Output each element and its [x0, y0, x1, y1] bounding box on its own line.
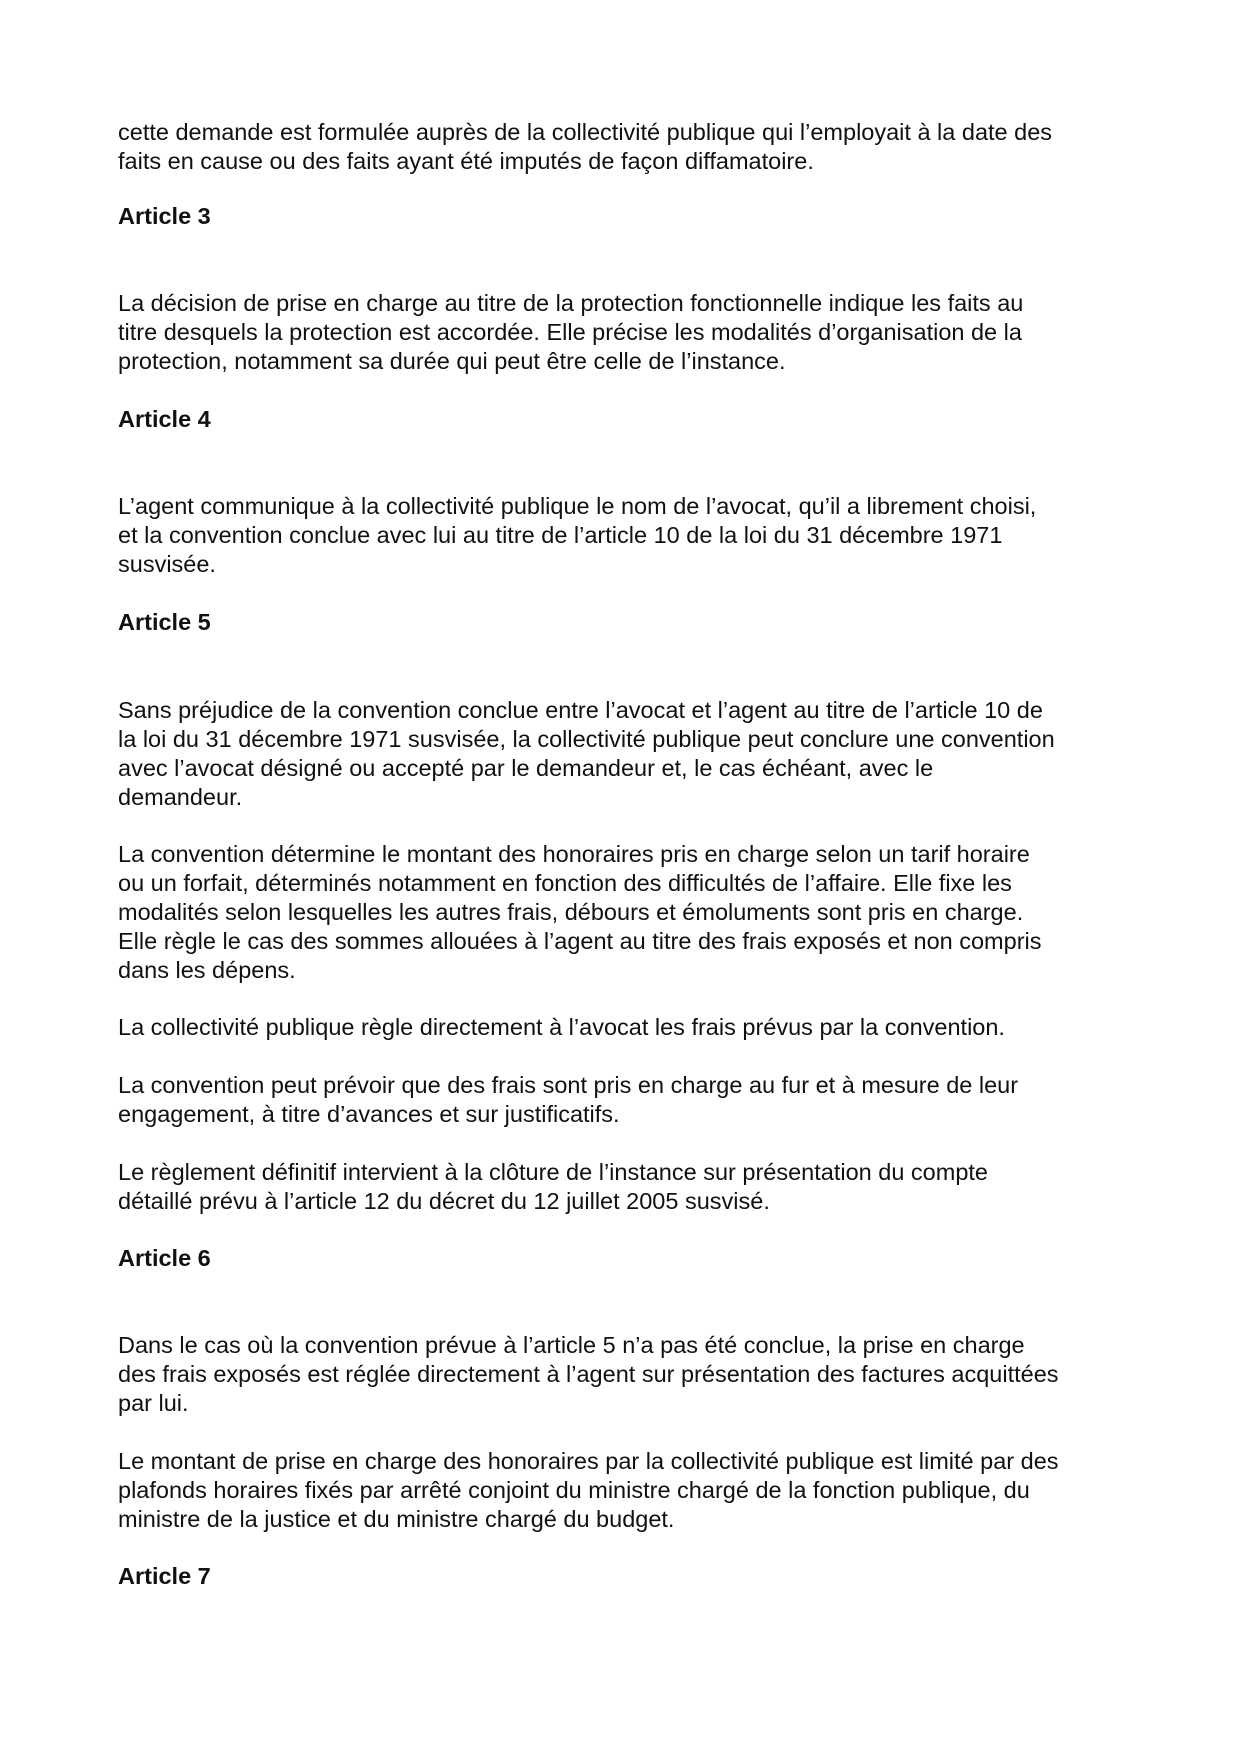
text-line: plafonds horaires fixés par arrêté conjoint du ministre chargé de la fonction publique, du — [118, 1477, 1030, 1503]
text-line: ou un forfait, déterminés notamment en fonction des difficultés de l’affaire. Elle fixe les — [118, 870, 1012, 896]
article-3-paragraph — [118, 289, 1148, 376]
article-5-paragraph-1 — [118, 696, 1148, 812]
text-line: modalités selon lesquelles les autres frais, débours et émoluments sont pris en charge. — [118, 899, 1024, 925]
article-4-heading: Article 4 — [118, 406, 211, 432]
text-line: engagement, à titre d’avances et sur justificatifs. — [118, 1101, 620, 1127]
text-line: dans les dépens. — [118, 957, 296, 983]
text-line: demandeur. — [118, 784, 243, 810]
text-line: ministre de la justice et du ministre chargé du budget. — [118, 1506, 675, 1532]
text-line: La décision de prise en charge au titre de la protection fonctionnelle indique les faits au — [118, 290, 1024, 316]
text-line: titre desquels la protection est accordée. Elle précise les modalités d’organisation de la — [118, 319, 1022, 345]
text-line: cette demande est formulée auprès de la collectivité publique qui l’employait à la date des — [118, 119, 1053, 145]
text-line: La convention détermine le montant des honoraires pris en charge selon un tarif horaire — [118, 841, 1030, 867]
article-5-paragraph-2 — [118, 840, 1148, 985]
article-6-heading: Article 6 — [118, 1245, 211, 1271]
text-line: La convention peut prévoir que des frais sont pris en charge au fur et à mesure de leur — [118, 1072, 1019, 1098]
text-line: Elle règle le cas des sommes allouées à l’agent au titre des frais exposés et non compris — [118, 928, 1042, 954]
article-7-heading: Article 7 — [118, 1563, 211, 1589]
article-5-paragraph-4 — [118, 1071, 1148, 1129]
text-line: détaillé prévu à l’article 12 du décret du 12 juillet 2005 susvisé. — [118, 1188, 770, 1214]
article-4-paragraph — [118, 492, 1148, 579]
text-line: et la convention conclue avec lui au titre de l’article 10 de la loi du 31 décembre 1971 — [118, 522, 1003, 548]
article-6-paragraph-2 — [118, 1447, 1148, 1534]
article-5-heading: Article 5 — [118, 609, 211, 635]
paragraph-intro — [118, 118, 1148, 176]
text-line: faits en cause ou des faits ayant été imputés de façon diffamatoire. — [118, 148, 814, 174]
text-line: Le règlement définitif intervient à la clôture de l’instance sur présentation du compte — [118, 1159, 988, 1185]
article-5-paragraph-5 — [118, 1158, 1148, 1216]
text-line: Dans le cas où la convention prévue à l’article 5 n’a pas été conclue, la prise en charge — [118, 1332, 1025, 1358]
article-5-paragraph-3 — [118, 1013, 1148, 1042]
text-line: L’agent communique à la collectivité publique le nom de l’avocat, qu’il a librement choisi, — [118, 493, 1037, 519]
article-3-heading: Article 3 — [118, 203, 211, 229]
text-line: Sans préjudice de la convention conclue entre l’avocat et l’agent au titre de l’article 10 de — [118, 697, 1043, 723]
text-line: par lui. — [118, 1390, 189, 1416]
article-6-paragraph-1 — [118, 1331, 1148, 1418]
text-line: protection, notamment sa durée qui peut être celle de l’instance. — [118, 348, 786, 374]
text-line: Le montant de prise en charge des honoraires par la collectivité publique est limité par des — [118, 1448, 1059, 1474]
text-line: des frais exposés est réglée directement à l’agent sur présentation des factures acquittées — [118, 1361, 1059, 1387]
text-line: la loi du 31 décembre 1971 susvisée, la collectivité publique peut conclure une convention — [118, 726, 1055, 752]
text-line: susvisée. — [118, 551, 216, 577]
text-line: La collectivité publique règle directement à l’avocat les frais prévus par la convention. — [118, 1014, 1005, 1040]
text-line: avec l’avocat désigné ou accepté par le demandeur et, le cas échéant, avec le — [118, 755, 934, 781]
